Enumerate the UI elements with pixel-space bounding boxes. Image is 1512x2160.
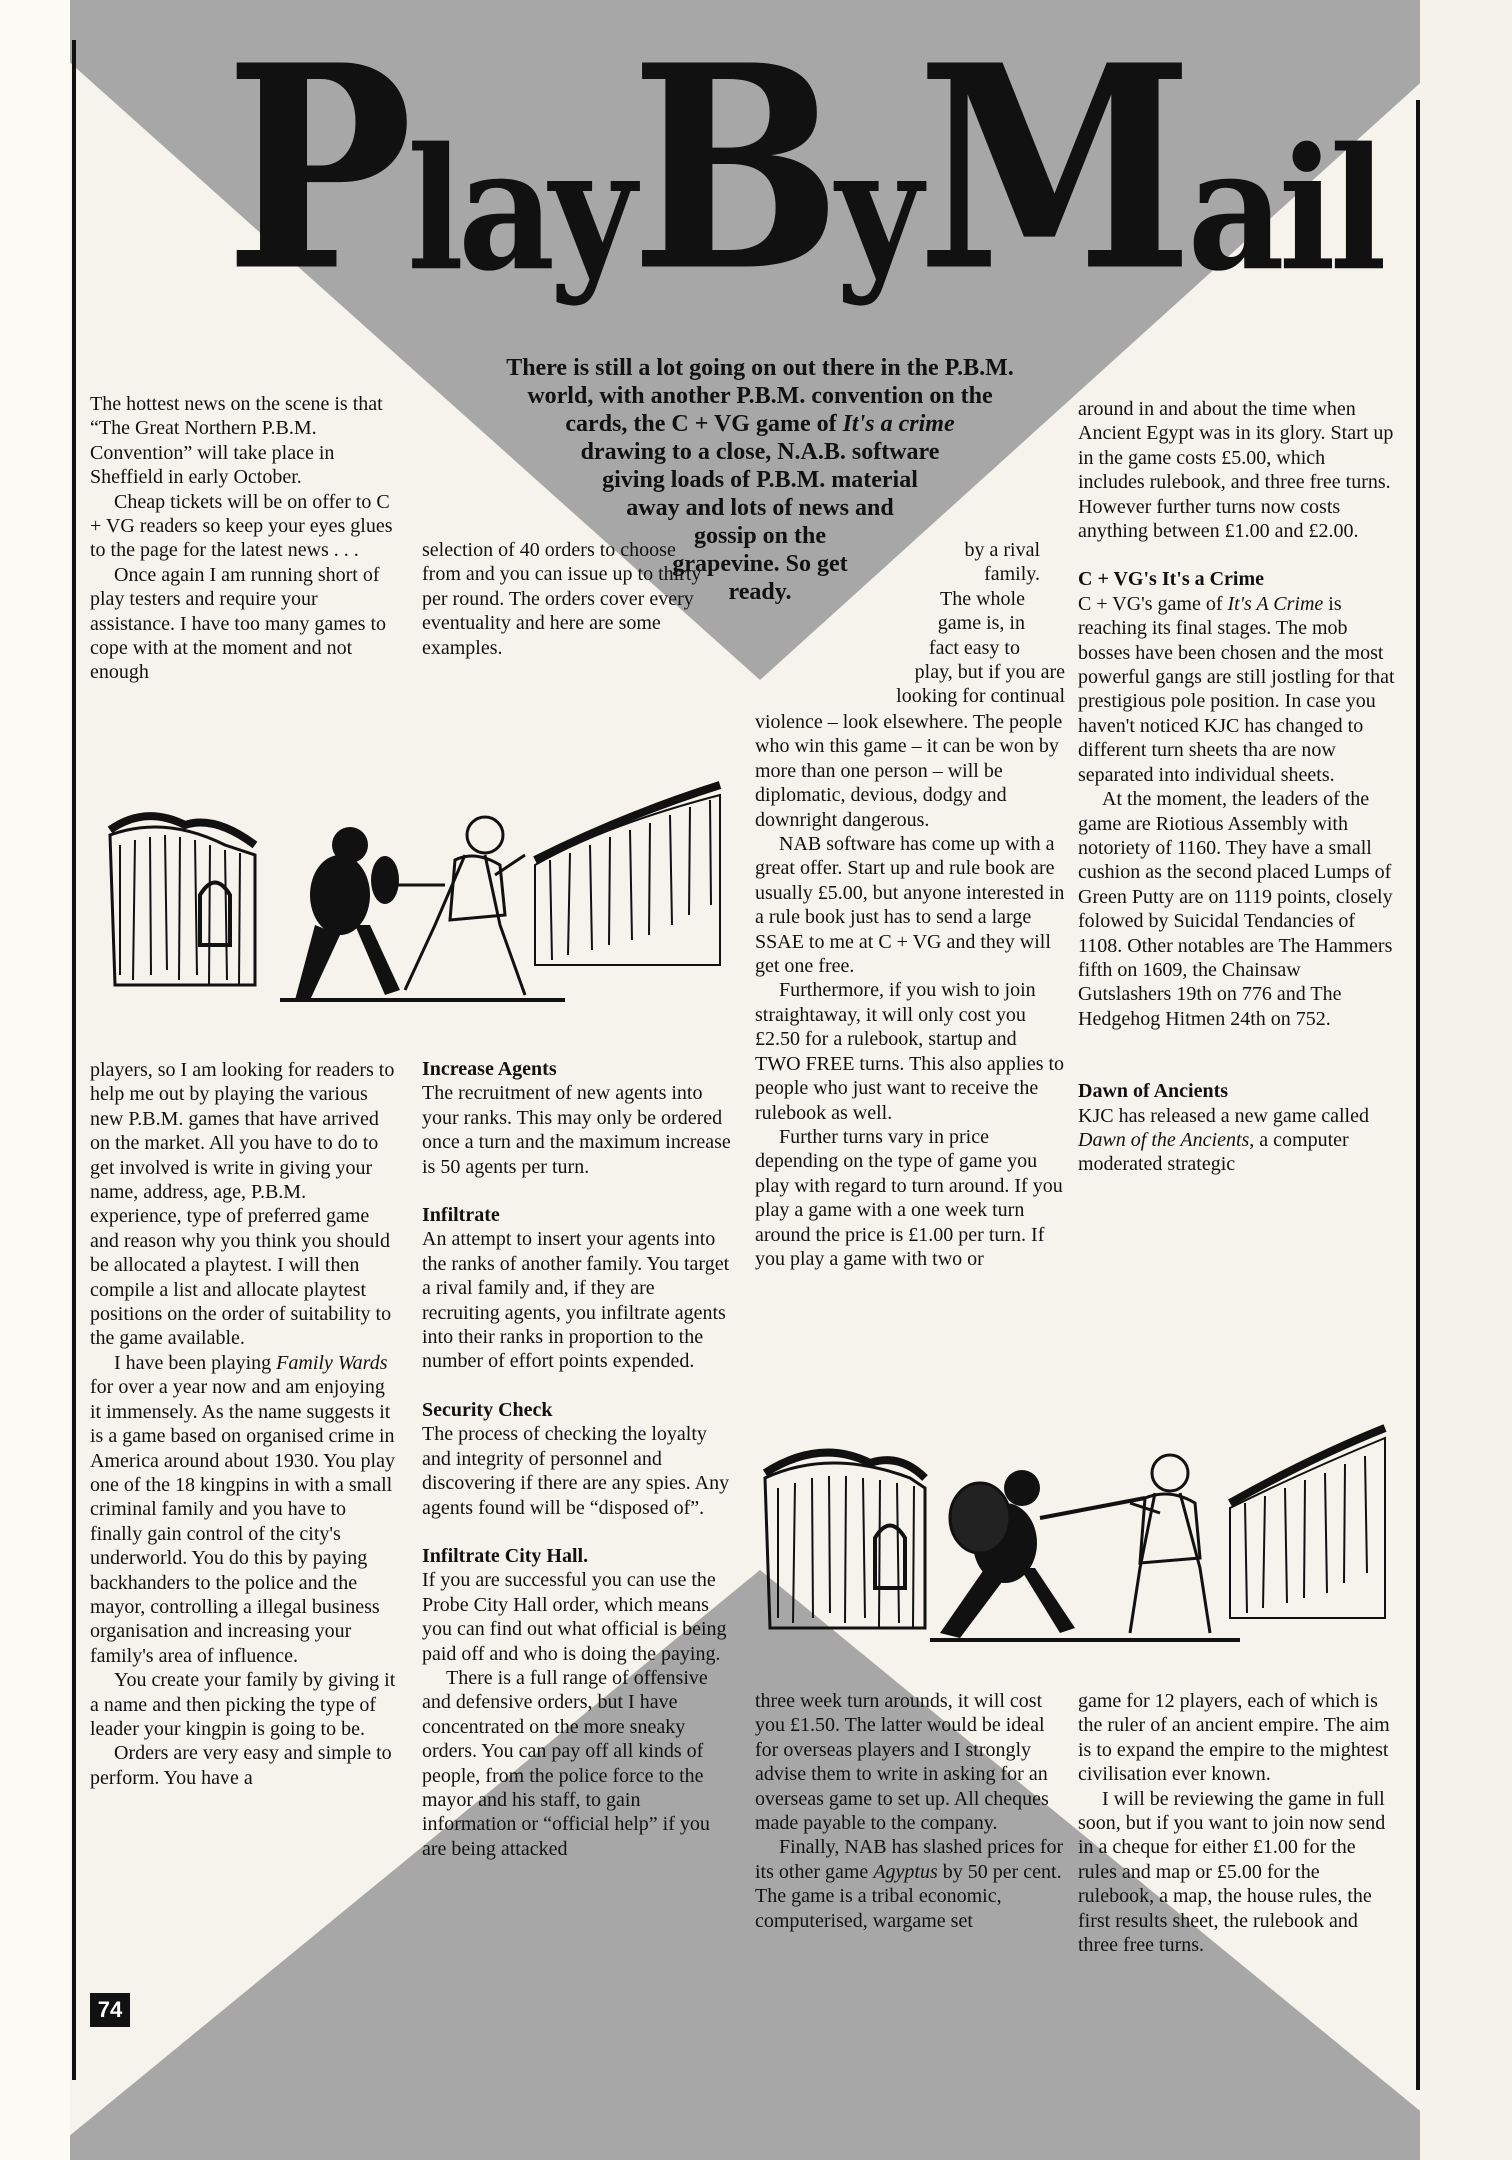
col2-top [422,538,712,660]
paragraph: C + VG's game of It's A Crime is reaching its final stages. The mob bosses have been chosen and the most powerful gangs are still jostling for that prestigious pole position. In case you haven't noticed KJC has changed to different turn sheets tha are now separated into individual sheets. [1078,592,1395,786]
right-rule [1416,100,1420,2090]
paragraph: three week turn arounds, it will cost you £1.50. The latter would be ideal for overseas players and I strongly advise them to write in asking for an overseas game to set up. All cheques made payable to the company. [755,1690,1049,1835]
page-title [225,3,1381,333]
paragraph: violence – look elsewhere. The people who win this game – it can be won by more than one person – will be diplomatic, devious, dodgy and downright dangerous. [755,711,1063,831]
title-letters: ail [1187,111,1381,309]
paragraph: Cheap tickets will be on offer to C + VG readers so keep your eyes glues to the page for the latest news . . . [90,490,393,562]
page-number: 74 [90,1993,130,2027]
left-edge [0,0,70,2160]
intro-line: away and lots of news and [626,495,894,521]
line: family. [984,563,1040,586]
subheading: Infiltrate City Hall. [422,1544,589,1567]
subheading: Security Check [422,1398,553,1421]
paragraph: Once again I am running short of play testers and require your assistance. I have too many games to cope with at the moment and not enough [90,563,387,684]
title-letters: y [835,111,917,309]
intro-italic: It's a crime [842,411,955,437]
col1-bottom [90,1058,400,1790]
subheading: Increase Agents [422,1058,557,1080]
line: The whole [940,587,1025,610]
paragraph: The recruitment of new agents into your ranks. This may only be ordered once a turn and the maximum increase is 50 agents per turn. [422,1082,731,1178]
intro-line: ready. [728,579,792,605]
line: game is, in [937,612,1025,635]
paragraph: Further turns vary in price depending on the type of game you play with regard to turn around. If you play a game with a one week turn around the price is £1.00 per turn. If you play a game with two or [755,1125,1063,1270]
col4-top [1078,397,1396,1177]
paragraph: If you are successful you can use the Probe City Hall order, which means you can find out what official is being paid off and who is doing the paying. [422,1569,727,1665]
line: play, but if you are [914,661,1065,684]
col3-main [755,710,1065,1271]
paragraph: selection of 40 orders to choose from and you can issue up to thirty per round. The orders cover every eventuality and here are some examples. [422,539,702,659]
subheading: C + VG's It's a Crime [1078,568,1265,591]
left-rule [72,40,76,2080]
paragraph: I have been playing Family Wards for over a year now and am enjoying it immensely. As the name suggests it is a game based on organised crime in America around about 1930. You play one of the 18 kingpins in with a small criminal family and you have to finally gain control of the city's underworld. You do this by paying backhanders to the police and the mayor, controlling a illegal business organisation and increasing your family's area of influence. [90,1351,395,1667]
gladiator-illustration-right [760,1418,1390,1658]
paragraph: around in and about the time when Ancient Egypt was in its glory. Start up in the game costs £5.00, which includes rulebook, and three free turns. However further turns now costs anything between £1.00 and £2.00. [1078,398,1394,543]
col3-top [755,538,1065,709]
paragraph: An attempt to insert your agents into the ranks of another family. You target a rival family and, if they are recruiting agents, you infiltrate agents into their ranks in proportion to the number of effort points expended. [422,1228,730,1373]
intro-line: cards, the C + VG game of [565,411,843,437]
paragraph: Orders are very easy and simple to perform. You have a [90,1742,392,1789]
intro-line: world, with another P.B.M. convention on the [527,383,993,409]
title-letters: lay [407,111,631,309]
paragraph: You create your family by giving it a name and then picking the type of leader your kingpin is going to be. [90,1669,396,1740]
right-edge [1420,0,1512,2160]
title-letters: P [225,3,407,333]
col3-bottom [755,1689,1065,1933]
paragraph: There is a full range of offensive and defensive orders, but I have concentrated on the more sneaky orders. You can pay off all kinds of people, from the police force to the mayor and his staff, to gain information or “official help” if you are being attacked [422,1666,710,1860]
col2-bottom [422,1057,732,1861]
intro-line: giving loads of P.B.M. material [602,467,918,493]
paragraph: Furthermore, if you wish to join straightaway, it will only cost you £2.50 for a rulebook, startup and TWO FREE turns. This also applies to people who just want to receive the rulebook as well. [755,979,1065,1124]
title-letters: B [630,3,836,333]
intro-line: gossip on the [693,523,827,549]
paragraph: The process of checking the loyalty and integrity of personnel and discovering if there are any spies. Any agents found will be “disposed of”. [422,1423,730,1519]
line: looking for continual [896,685,1065,708]
intro-line: There is still a lot going on out there in the P.B.M. [506,355,1014,381]
paragraph: NAB software has come up with a great offer. Start up and rule book are usually £5.00, but anyone interested in a rule book just has to send a large SSAE to me at C + VG and they will get one free. [755,833,1065,978]
paragraph: Finally, NAB has slashed prices for its other game Agyptus by 50 per cent. The game is a tribal economic, computerised, wargame set [755,1836,1064,1932]
paragraph: game for 12 players, each of which is the ruler of an ancient empire. The aim is to expand the empire to the mightest civilisation ever known. [1078,1690,1390,1786]
paragraph: KJC has released a new game called Dawn of the Ancients, a computer moderated strategic [1078,1104,1369,1176]
paragraph: At the moment, the leaders of the game are Riotious Assembly with notoriety of 1160. They have a small cushion as the second placed Lumps of Green Putty are on 1119 points, closely folowed by Suicidal Tendancies of 1108. Other notables are The Hammers fifth on 1609, the Chainsaw Gutslashers 19th on 776 and The Hedgehog Hitmen 24th on 752. [1078,788,1393,1030]
subheading: Infiltrate [422,1204,500,1227]
paragraph: The hottest news on the scene is that “The Great Northern P.B.M. Convention” will take place in Sheffield in early October. [90,393,383,489]
paragraph: I will be reviewing the game in full soon, but if you want to join now send in a cheque for either £1.00 for the rules and map or £5.00 for the rulebook, a map, the house rules, the first results sheet, the rulebook and three free turns. [1078,1787,1386,1957]
intro-line: grapevine. So get [672,551,848,577]
subheading: Dawn of Ancients [1078,1080,1229,1103]
line: by a rival [964,539,1040,561]
intro-line: drawing to a close, N.A.B. software [580,439,940,465]
paragraph: players, so I am looking for readers to help me out by playing the various new P.B.M. games that have arrived on the market. All you have to do to get involved is write in giving your name, address, age, P.B.M. experience, type of preferred game and reason why you think you should be allocated a playtest. I will then compile a list and allocate playtest positions on the order of suitability to the game available. [90,1059,395,1350]
col1-top [90,392,400,685]
gladiator-illustration-left [105,775,725,1015]
line: fact easy to [928,636,1020,659]
title-letters: M [916,3,1188,333]
col4-bottom [1078,1689,1396,1957]
